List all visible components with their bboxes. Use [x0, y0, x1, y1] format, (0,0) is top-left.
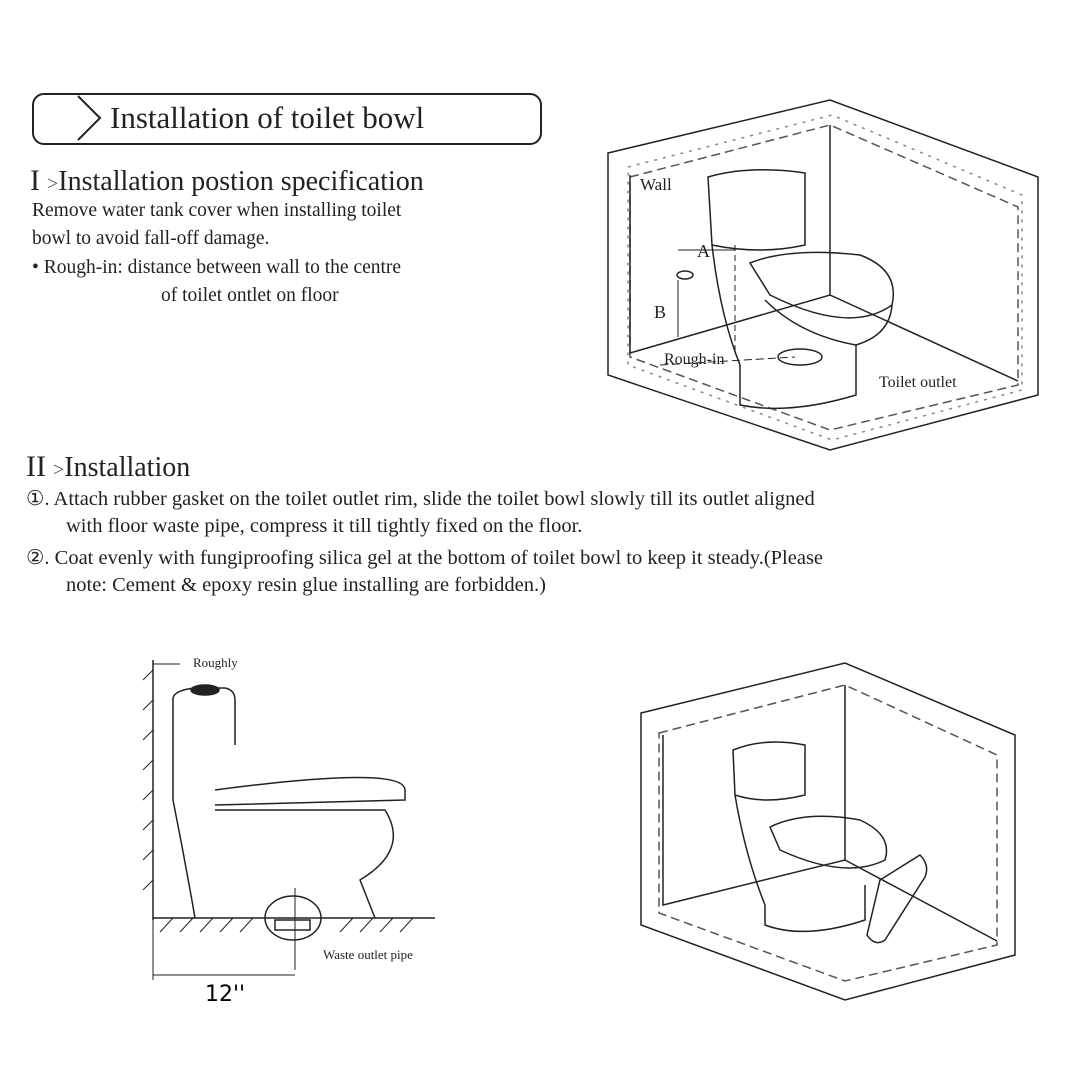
section1-line: Remove water tank cover when installing toilet — [32, 200, 402, 221]
toilet-tank — [708, 170, 805, 250]
step-number: ①. — [26, 488, 50, 510]
label-wall: Wall — [640, 175, 672, 194]
step-text: Attach rubber gasket on the toilet outlet rim, slide the toilet bowl slowly till its outlet aligned — [53, 488, 815, 510]
stone-pattern — [630, 125, 1018, 430]
section2-marker: > — [52, 459, 65, 481]
label-b: B — [654, 302, 667, 322]
rough-in-dimension: 12'' — [205, 982, 246, 1007]
section1-marker: > — [47, 173, 59, 195]
toilet-seat — [215, 778, 405, 806]
toilet-seat — [750, 252, 893, 318]
flush-button — [191, 685, 219, 695]
section1-line: of toilet ontlet on floor — [161, 285, 339, 306]
section1-numeral: I — [30, 164, 40, 197]
room-outer — [608, 100, 1038, 450]
section1-title: Installation postion specification — [58, 166, 424, 197]
section2-heading — [26, 450, 190, 484]
label-rough-in: Rough-in — [664, 351, 725, 368]
toilet-tank — [173, 688, 235, 745]
section1-line: • Rough-in: distance between wall to the centre — [32, 257, 402, 278]
step-2-line-1 — [26, 545, 823, 570]
stone-pattern — [659, 685, 997, 981]
stone-pattern — [628, 115, 1022, 440]
page-title: Installation of toilet bowl — [110, 100, 425, 135]
water-valve — [677, 271, 693, 279]
toilet-outlet-mark — [778, 349, 822, 365]
toilet-bowl — [215, 810, 393, 918]
rough-in-diagram — [600, 95, 1045, 455]
waste-outlet-pipe — [275, 920, 310, 930]
wall-hatch — [143, 670, 153, 890]
toilet-seat — [770, 816, 887, 868]
chevron-icon — [70, 94, 110, 142]
toilet-bowl — [765, 300, 892, 345]
installed-toilet-diagram — [635, 655, 1020, 1005]
section2-numeral: II — [26, 450, 46, 483]
room-outer — [641, 663, 1015, 1000]
toilet-body — [173, 698, 195, 918]
step-1-line-1 — [26, 486, 815, 511]
step-text: Coat evenly with fungiproofing silica gel at the bottom of toilet bowl to keep it steady.(Please — [54, 547, 824, 569]
toilet-body — [712, 245, 856, 408]
section1-heading — [30, 164, 424, 198]
side-view-diagram — [135, 650, 455, 985]
step-2-line-2: note: Cement & epoxy resin glue installing are forbidden.) — [66, 574, 546, 596]
section2-title: Installation — [64, 452, 191, 483]
step-1-line-2: with floor waste pipe, compress it till tightly fixed on the floor. — [66, 515, 583, 537]
label-a: A — [697, 241, 710, 261]
step-number: ②. — [26, 547, 50, 569]
label-roughly: Roughly — [193, 655, 238, 670]
section1-line: bowl to avoid fall-off damage. — [32, 228, 270, 249]
room-inner — [663, 735, 997, 941]
label-waste-outlet-pipe: Waste outlet pipe — [323, 947, 413, 962]
label-toilet-outlet: Toilet outlet — [879, 374, 957, 391]
toilet-tank — [733, 742, 805, 800]
